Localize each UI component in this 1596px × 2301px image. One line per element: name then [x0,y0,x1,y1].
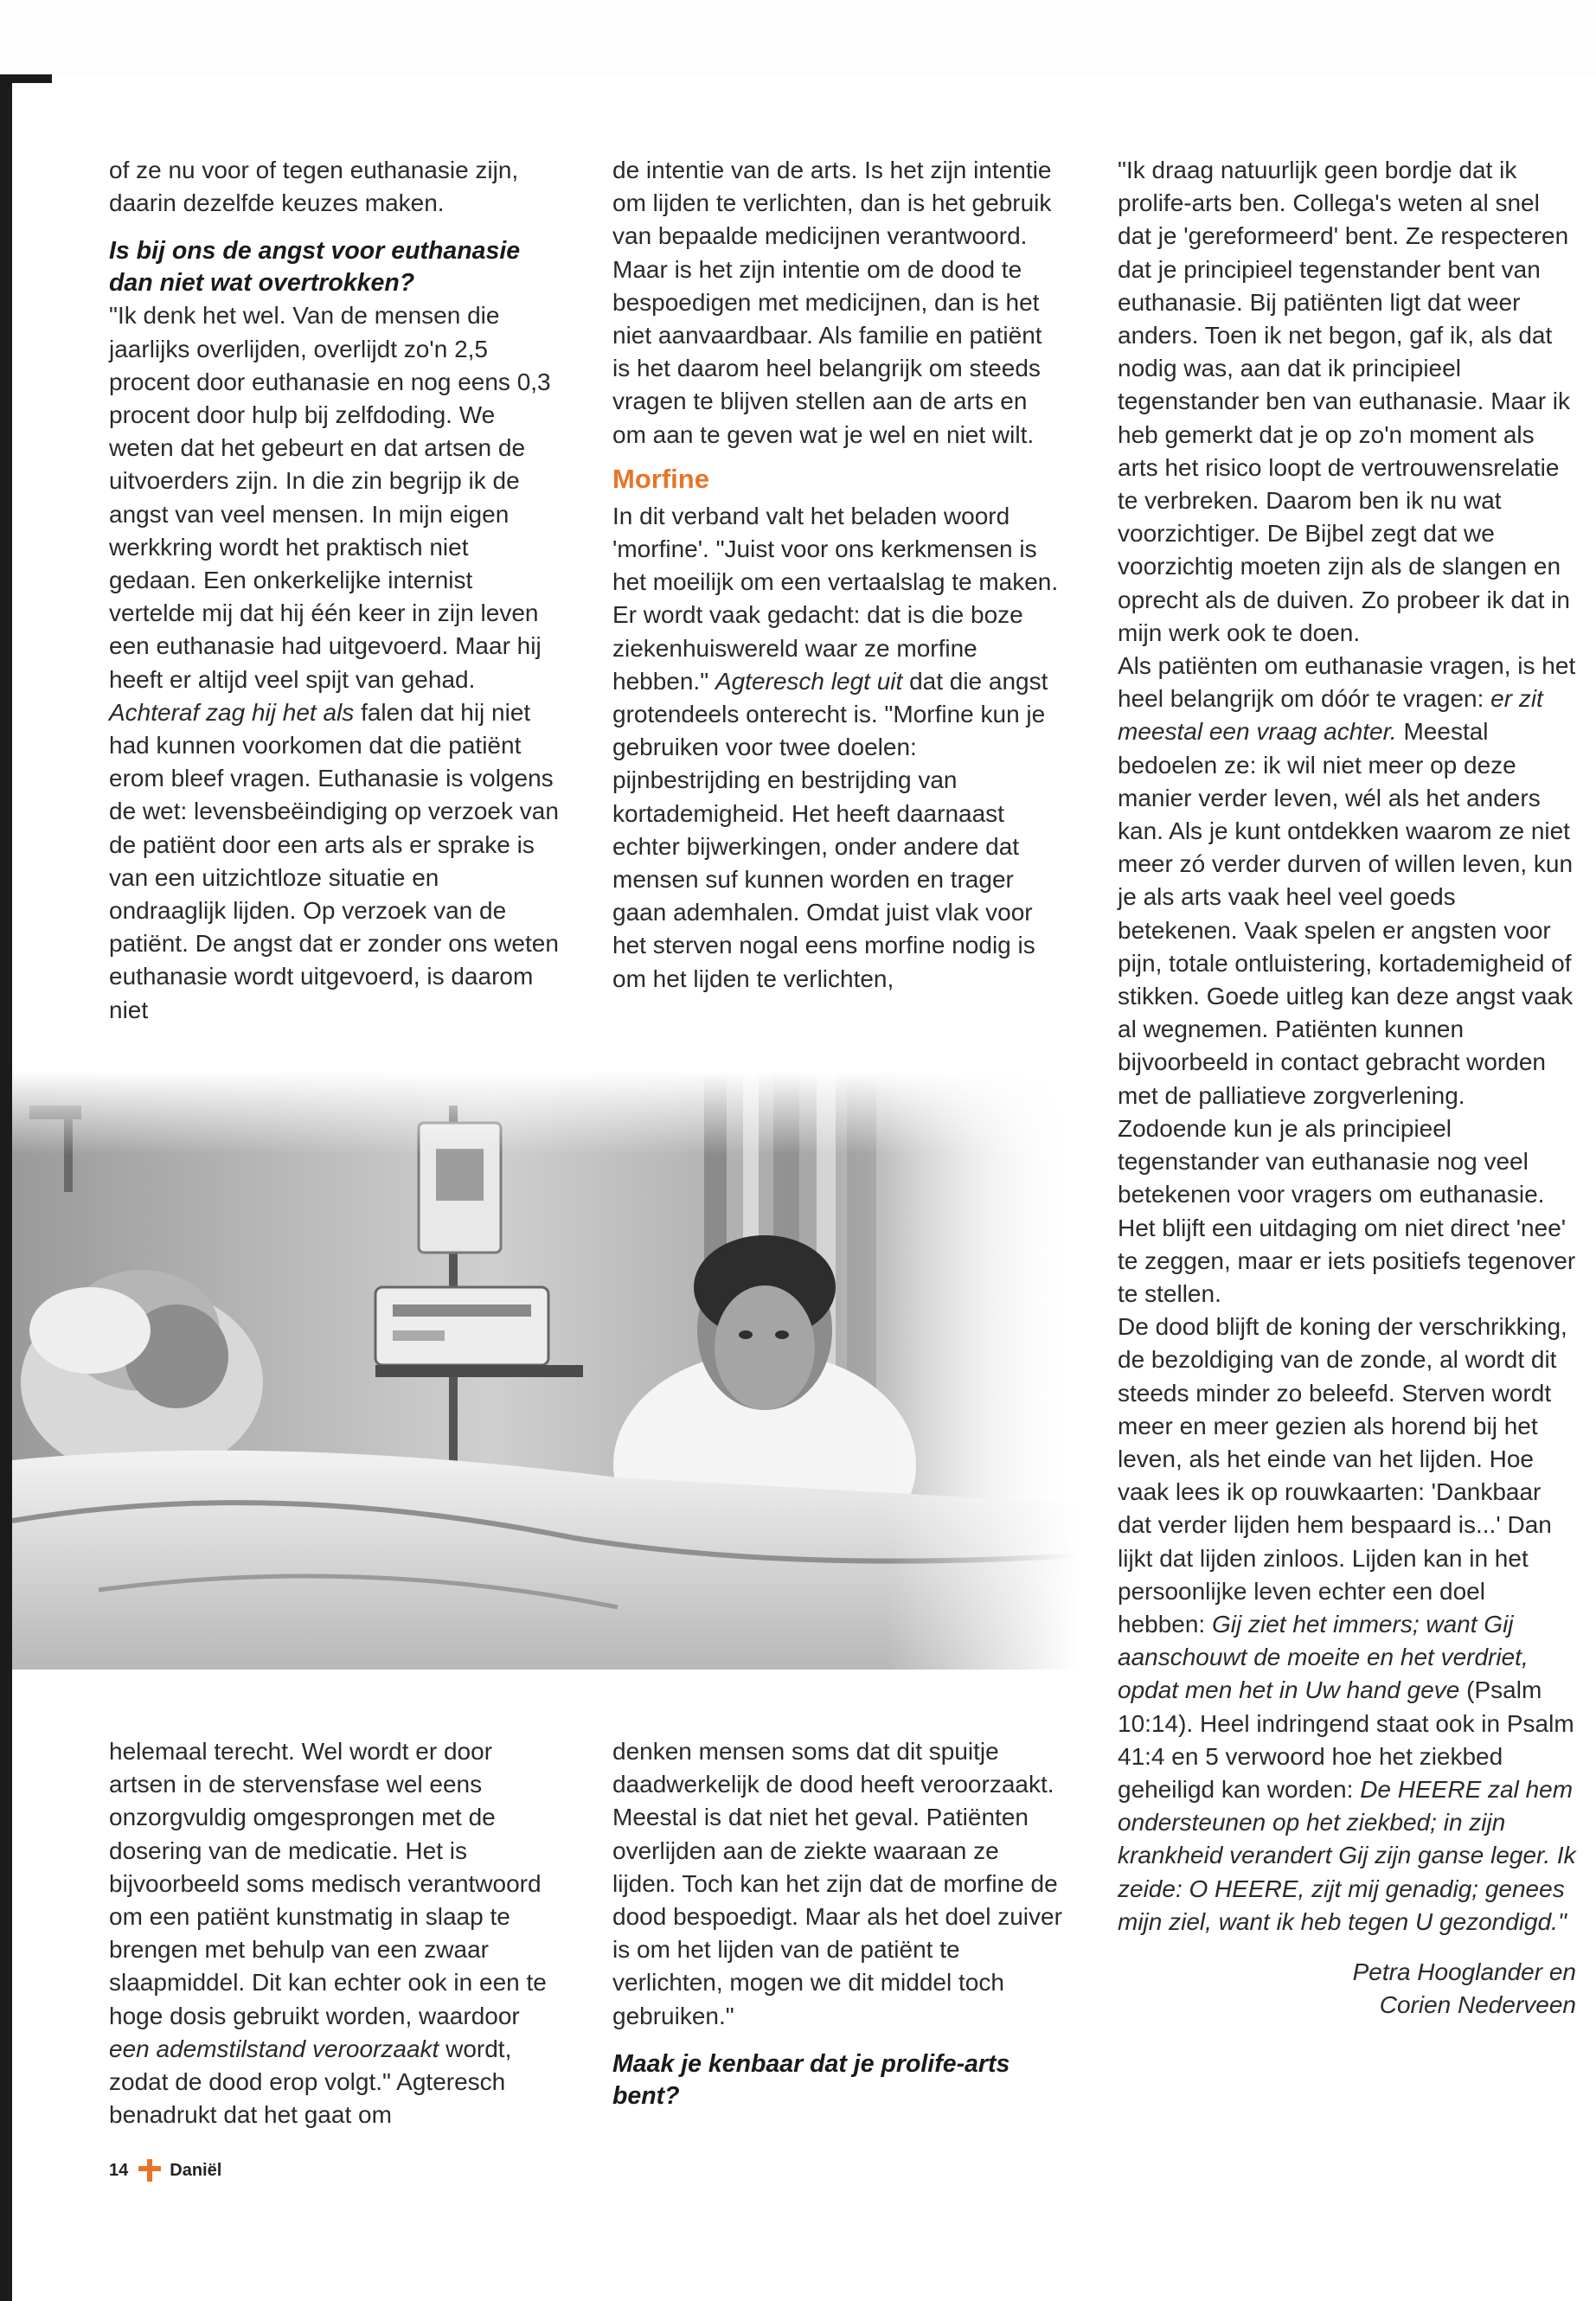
column-2-top [612,154,1062,996]
italic-run: Achteraf zag hij het als [109,698,355,726]
paragraph [1118,1311,1576,1939]
text-run: De dood blijft de koning der verschrikking, de bezoldiging van de zonde, al wordt dit steeds minder zo beleefd. Sterven wordt meer en meer gezien als horend bij het leven, als het einde van het lijden. Hoe vaak lees ik op rouwkaarten: 'Dankbaar dat verder lijden hem bespaard is...' Dan lijkt dat lijden zinloos. Lijden kan in het persoonlijke leven echter een doel hebben: [1118,1313,1567,1638]
interview-question: Is bij ons de angst voor euthanasie dan niet wat overtrokken? [109,237,521,298]
text-run: In dit verband valt het beladen woord 'morfine'. "Juist voor ons kerkmensen is het moeilijk om een vertaalslag te maken. Er wordt vaak gedacht: dat is die boze ziekenhuiswereld waar ze morfine hebben." [612,502,1059,695]
paragraph [109,1735,559,2131]
scripture-quote: De HEERE zal hem ondersteunen op het ziekbed; in zijn krankheid verandert Gij zijn ganse leger. Ik zeide: O HEERE, zijt mij genadig; genees mijn ziel, want ik heb tegen U gezondigd." [1118,1775,1576,1935]
text-run: "Ik denk het wel. Van de mensen die jaarlijks overlijden, overlijdt zo'n 2,5 procent door euthanasie en nog eens 0,3 procent door hulp bij zelfdoding. We weten dat het gebeurt en dat artsen de uitvoerders zijn. In die zin begrijp ik de angst van veel mensen. In mijn eigen werkkring wordt het praktisch niet gedaan. Een onkerkelijke internist vertelde mij dat hij één keer in zijn leven een euthanasie had uitgevoerd. Maar hij heeft er altijd veel spijt van gehad. [109,302,551,693]
text-run: falen dat hij niet had kunnen voorkomen dat die patiënt erom bleef vragen. Euthanasie is volgens de wet: levensbeëindiging op verzoek van de patiënt door een arts als er sprake is van een uitzichtloze situatie en ondraaglijk lijden. Op verzoek van de patiënt. De angst dat er zonder ons weten euthanasie wordt uitgevoerd, is daarom niet [109,698,559,1023]
paragraph [612,500,1062,996]
column-3 [1118,154,1576,2022]
text-run: dat die angst grotendeels onterecht is. "Morfine kun je gebruiken voor twee doelen: pijnbestrijding en bestrijding van kortademigheid. Het heeft daarnaast echter bijwerkingen, onder andere dat mensen suf kunnen worden en trager gaan ademhalen. Omdat juist vlak voor het sterven nogal eens morfine nodig is om het lijden te verlichten, [612,667,1048,992]
author-byline [1118,1956,1576,2022]
scan-margin-corner [0,74,52,83]
hospital-photo [12,1071,1078,1670]
page-number: 14 [109,2160,129,2180]
scripture-quote: Gij ziet het immers; want Gij aanschouwt de moeite en het verdriet, opdat men het in Uw hand geve [1118,1610,1529,1704]
paragraph: of ze nu voor of tegen euthanasie zijn, daarin dezelfde keuzes maken. [109,157,519,217]
paragraph: "Ik draag natuurlijk geen bordje dat ik prolife-arts ben. Collega's weten al snel dat je 'gereformeerd' bent. Ze respecteren dat je principieel tegenstander bent van euthanasie. Bij patiënten ligt dat weer anders. Toen ik net begon, gaf ik, als dat nodig was, aan dat ik principieel tegenstander ben van euthanasie. Maar ik heb gemerkt dat je op zo'n moment als arts het risico loopt de vertrouwensrelatie te verbreken. Daarom ben ik nu wat voorzichtiger. De Bijbel zegt dat we voorzichtig moeten zijn als de slangen en oprecht als de duiven. Zo probeer ik dat in mijn werk ook te doen. [1118,157,1571,646]
column-2-bottom [612,1735,1062,2112]
cross-logo-icon [137,2157,163,2183]
interview-question: Maak je kenbaar dat je prolife-arts bent? [612,2049,1010,2110]
paragraph: denken mensen soms dat dit spuitje daadwerkelijk de dood heeft veroorzaakt. Meestal is dat niet het geval. Patiënten overlijden aan de ziekte waaraan ze lijden. Toch kan het zijn dat de morfine de dood bespoedigt. Maar als het doel zuiver is om het lijden van de patiënt te verlichten, mogen we dit middel toch gebruiken." [612,1738,1062,2029]
author-line: Petra Hooglander en [1352,1958,1576,1985]
section-heading: Morfine [612,463,709,494]
italic-run: Agteresch legt uit [715,667,903,695]
page-footer [109,2157,221,2183]
author-line: Corien Nederveen [1379,1990,1576,2018]
column-1-bottom [109,1735,559,2131]
paragraph: de intentie van de arts. Is het zijn intentie om lijden te verlichten, dan is het gebruik van bepaalde medicijnen verantwoord. Maar is het zijn intentie om de dood te bespoedigen met medicijnen, dan is het niet aanvaardbaar. Als familie en patiënt is het daarom heel belangrijk om steeds vragen te blijven stellen aan de arts en om aan te geven wat je wel en niet wilt. [612,157,1052,448]
text-run: helemaal terecht. Wel wordt er door artsen in de stervensfase wel eens onzorgvuldig omgesprongen met de dosering van de medicatie. Het is bijvoorbeeld soms medisch verantwoord om een patiënt kunstmatig in slaap te brengen met behulp van een zwaar slaapmiddel. Dit kan echter ook in een te hoge dosis gebruikt worden, waardoor [109,1738,547,2029]
scan-margin-top [0,0,1596,74]
column-1-top [109,154,559,1027]
italic-run: er zit meestal een vraag achter. [1118,685,1543,746]
text-run: wordt, zodat de dood erop volgt." Agteresch benadrukt dat het gaat om [109,2035,512,2129]
magazine-name: Daniël [170,2160,222,2180]
italic-run: een ademstilstand veroorzaakt [109,2035,439,2062]
paragraph [109,299,559,1026]
text-run: (Psalm 10:14). Heel indringend staat ook in Psalm 41:4 en 5 verwoord hoe het ziekbed geheiligd kan worden: [1118,1676,1574,1803]
text-run: Als patiënten om euthanasie vragen, is het heel belangrijk om dóór te vragen: [1118,652,1576,713]
scan-margin-left [0,74,12,2301]
text-run: Meestal bedoelen ze: ik wil niet meer op deze manier verder leven, wél als het anders kan. Als je kunt ontdekken waarom ze niet meer zó verder durven of willen leven, kun je als arts vaak heel veel goeds betekenen. Vaak spelen er angsten voor pijn, totale ontluistering, kortademigheid of stikken. Goede uitleg kan deze angst vaak al wegnemen. Patiënten kunnen bijvoorbeeld in contact gebracht worden met de palliatieve zorgverlening. Zodoende kun je als principieel tegenstander van euthanasie nog veel betekenen voor vragers om euthanasie. Het blijft een uitdaging om niet direct 'nee' te zeggen, maar er iets positiefs tegenover te stellen. [1118,718,1576,1307]
paragraph [1118,650,1576,1311]
